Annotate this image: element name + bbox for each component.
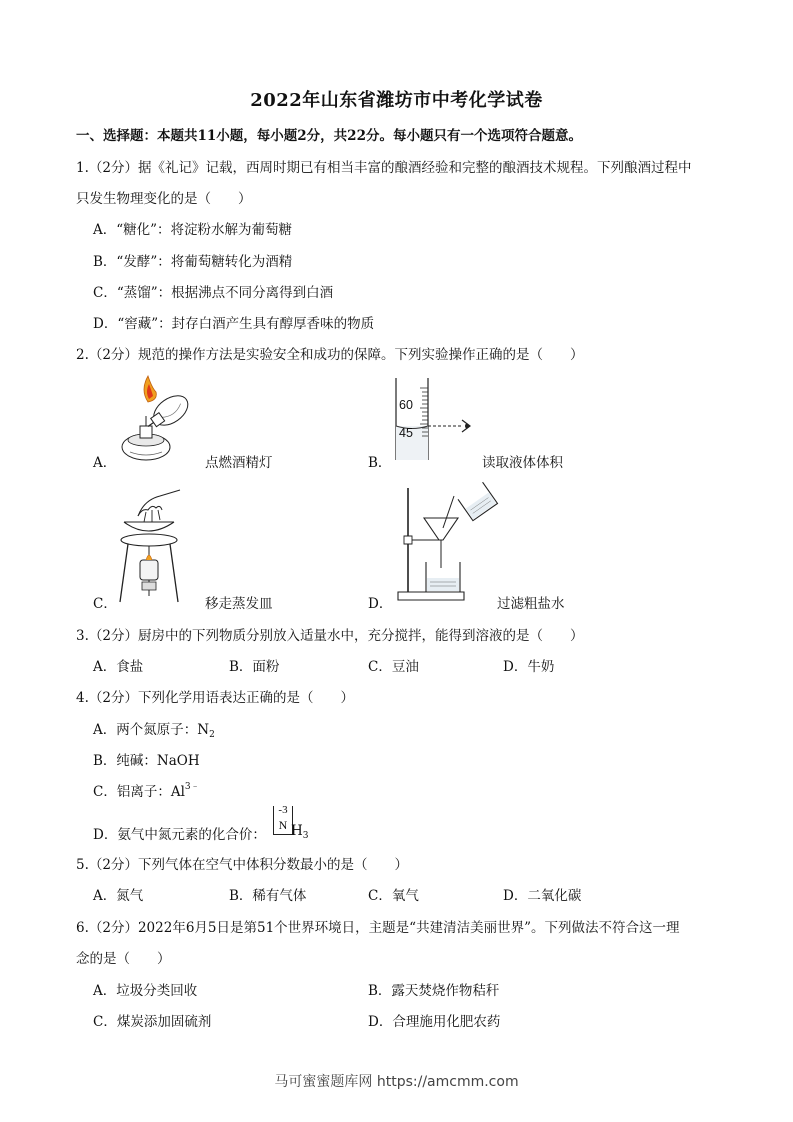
question-5-option-b: B．稀有气体 [229, 888, 307, 904]
question-2-label-a: 点燃酒精灯 [205, 455, 273, 471]
question-2-label-c: 移走蒸发皿 [205, 596, 273, 612]
question-2-letter-b: B． [368, 455, 392, 471]
question-6-option-d: D．合理施用化肥农药 [368, 1014, 501, 1030]
question-1-option-b: B．“发酵”：将葡萄糖转化为酒精 [93, 254, 293, 270]
question-3-option-b: B．面粉 [229, 659, 280, 675]
question-2-letter-a: A． [93, 455, 117, 471]
question-6-stem-line1: 6.（2分）2022年6月5日是第51个世界环境日，主题是“共建清洁美丽世界”。下列做法不符合这一理 [76, 920, 680, 936]
question-3-stem: 3.（2分）厨房中的下列物质分别放入适量水中，充分搅拌，能得到溶液的是（ ） [76, 628, 584, 644]
question-5-stem: 5.（2分）下列气体在空气中体积分数最小的是（ ） [76, 857, 408, 873]
cylinder-mark-45: 45 [399, 426, 413, 440]
question-1-option-d: D．“窖藏”：封存白酒产生具有醇厚香味的物质 [93, 316, 375, 332]
valence-value: -3 [278, 804, 288, 816]
section-heading: 一、选择题：本题共11小题，每小题2分，共22分。每小题只有一个选项符合题意。 [76, 128, 582, 144]
question-2-letter-c: C． [93, 596, 117, 612]
question-1-stem-line1: 1.（2分）据《礼记》记载，西周时期已有相当丰富的酿酒经验和完整的酿酒技术规程。下列酿酒过程中 [76, 160, 692, 176]
valence-element: N [278, 818, 288, 832]
question-2-label-d: 过滤粗盐水 [497, 596, 565, 612]
question-4-option-c: C．铝离子：$Al^{3﹣}$ [93, 782, 200, 800]
question-2-label-b: 读取液体体积 [482, 455, 563, 471]
footer-watermark: 马可蜜蜜题库网 https://amcmm.com [274, 1074, 519, 1090]
evaporating-dish-figure [108, 488, 198, 606]
question-1-option-c: C．“蒸馏”：根据沸点不同分离得到白酒 [93, 285, 334, 301]
question-4-stem: 4.（2分）下列化学用语表达正确的是（ ） [76, 690, 354, 706]
question-2-letter-d: D． [368, 596, 393, 612]
valence-box [273, 806, 293, 835]
question-2-stem: 2.（2分）规范的操作方法是实验安全和成功的保障。下列实验操作正确的是（ ） [76, 347, 584, 363]
question-1-option-a: A．“糖化”：将淀粉水解为葡萄糖 [93, 222, 293, 238]
alcohol-lamp-figure [118, 372, 198, 464]
question-5-option-d: D．二氧化碳 [503, 888, 582, 904]
question-6-option-c: C．煤炭添加固硫剂 [93, 1014, 212, 1030]
question-4-option-a: A．两个氮原子：$N_2$ [93, 722, 215, 740]
page-title: 2022年山东省潍坊市中考化学试卷 [250, 90, 543, 111]
question-3-option-a: A．食盐 [93, 659, 144, 675]
question-1-stem-line2: 只发生物理变化的是（ ） [76, 191, 252, 207]
cylinder-mark-60: 60 [399, 398, 413, 412]
filtration-figure [396, 482, 506, 606]
graduated-cylinder-figure [388, 376, 478, 462]
question-3-option-d: D．牛奶 [503, 659, 555, 675]
question-4-option-b: B．纯碱：NaOH [93, 753, 200, 769]
question-6-option-b: B．露天焚烧作物秸秆 [368, 983, 500, 999]
question-4-option-d-text: D．氨气中氮元素的化合价： [93, 827, 266, 843]
question-3-option-c: C．豆油 [368, 659, 419, 675]
question-6-stem-line2: 念的是（ ） [76, 951, 171, 967]
question-5-option-a: A．氮气 [93, 888, 144, 904]
question-4-option-d-formula: $H_3$ [291, 823, 309, 841]
question-6-option-a: A．垃圾分类回收 [93, 983, 198, 999]
question-5-option-c: C．氧气 [368, 888, 419, 904]
